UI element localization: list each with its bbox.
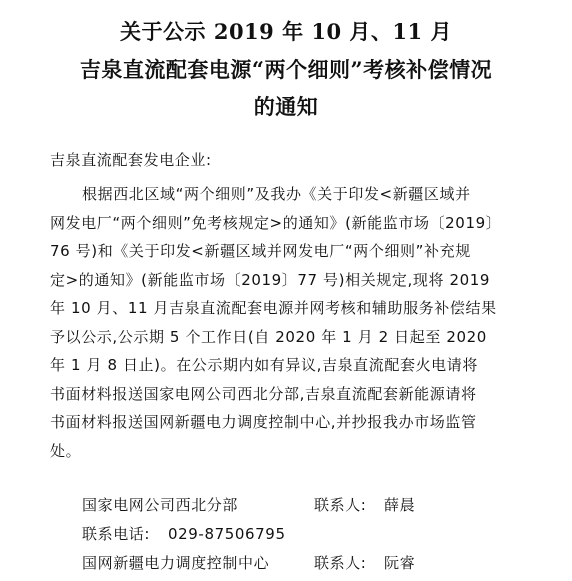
contact-org-1: 国家电网公司西北分部 (82, 496, 239, 514)
body-line-5: 年 10 月、11 月吉泉直流配套电源并网考核和辅助服务补偿结果 (50, 299, 497, 317)
body-line-6: 予以公示,公示期 5 个工作日(自 2020 年 1 月 2 日起至 2020 (50, 328, 487, 346)
body-line-7: 年 1 月 8 日止)。在公示期内如有异议,吉泉直流配套火电请将 (50, 356, 478, 374)
document-title-line-3: 的通知 (253, 94, 319, 119)
body-line-1: 根据西北区域“两个细则”及我办《关于印发<新疆区域并 (82, 185, 471, 203)
contact-name-1: 薛晨 (384, 496, 416, 514)
document-title-line-1: 关于公示 2019 年 10 月、11 月 (120, 19, 452, 44)
contact-label-1: 联系人: (314, 496, 367, 514)
body-line-9: 书面材料报送国网新疆电力调度控制中心,并抄报我办市场监管 (50, 413, 477, 431)
body-line-2: 网发电厂“两个细则”免考核规定>的通知》(新能监市场〔2019〕 (50, 214, 502, 232)
contact-name-2: 阮睿 (384, 554, 416, 572)
contact-phone: 029-87506795 (168, 525, 286, 543)
body-line-10: 处。 (50, 442, 82, 460)
body-line-4: 定>的通知》(新能监市场〔2019〕77 号)相关规定,现将 2019 (50, 271, 491, 289)
contact-phone-label: 联系电话: (82, 525, 151, 543)
salutation: 吉泉直流配套发电企业: (50, 151, 212, 169)
contact-org-2: 国网新疆电力调度控制中心 (82, 554, 270, 572)
contact-label-2: 联系人: (314, 554, 367, 572)
document-title-line-2: 吉泉直流配套电源“两个细则”考核补偿情况 (79, 57, 493, 82)
body-line-3: 76 号)和《关于印发<新疆区域并网发电厂“两个细则”补充规 (50, 242, 471, 260)
body-line-8: 书面材料报送国家电网公司西北分部,吉泉直流配套新能源请将 (50, 385, 477, 403)
